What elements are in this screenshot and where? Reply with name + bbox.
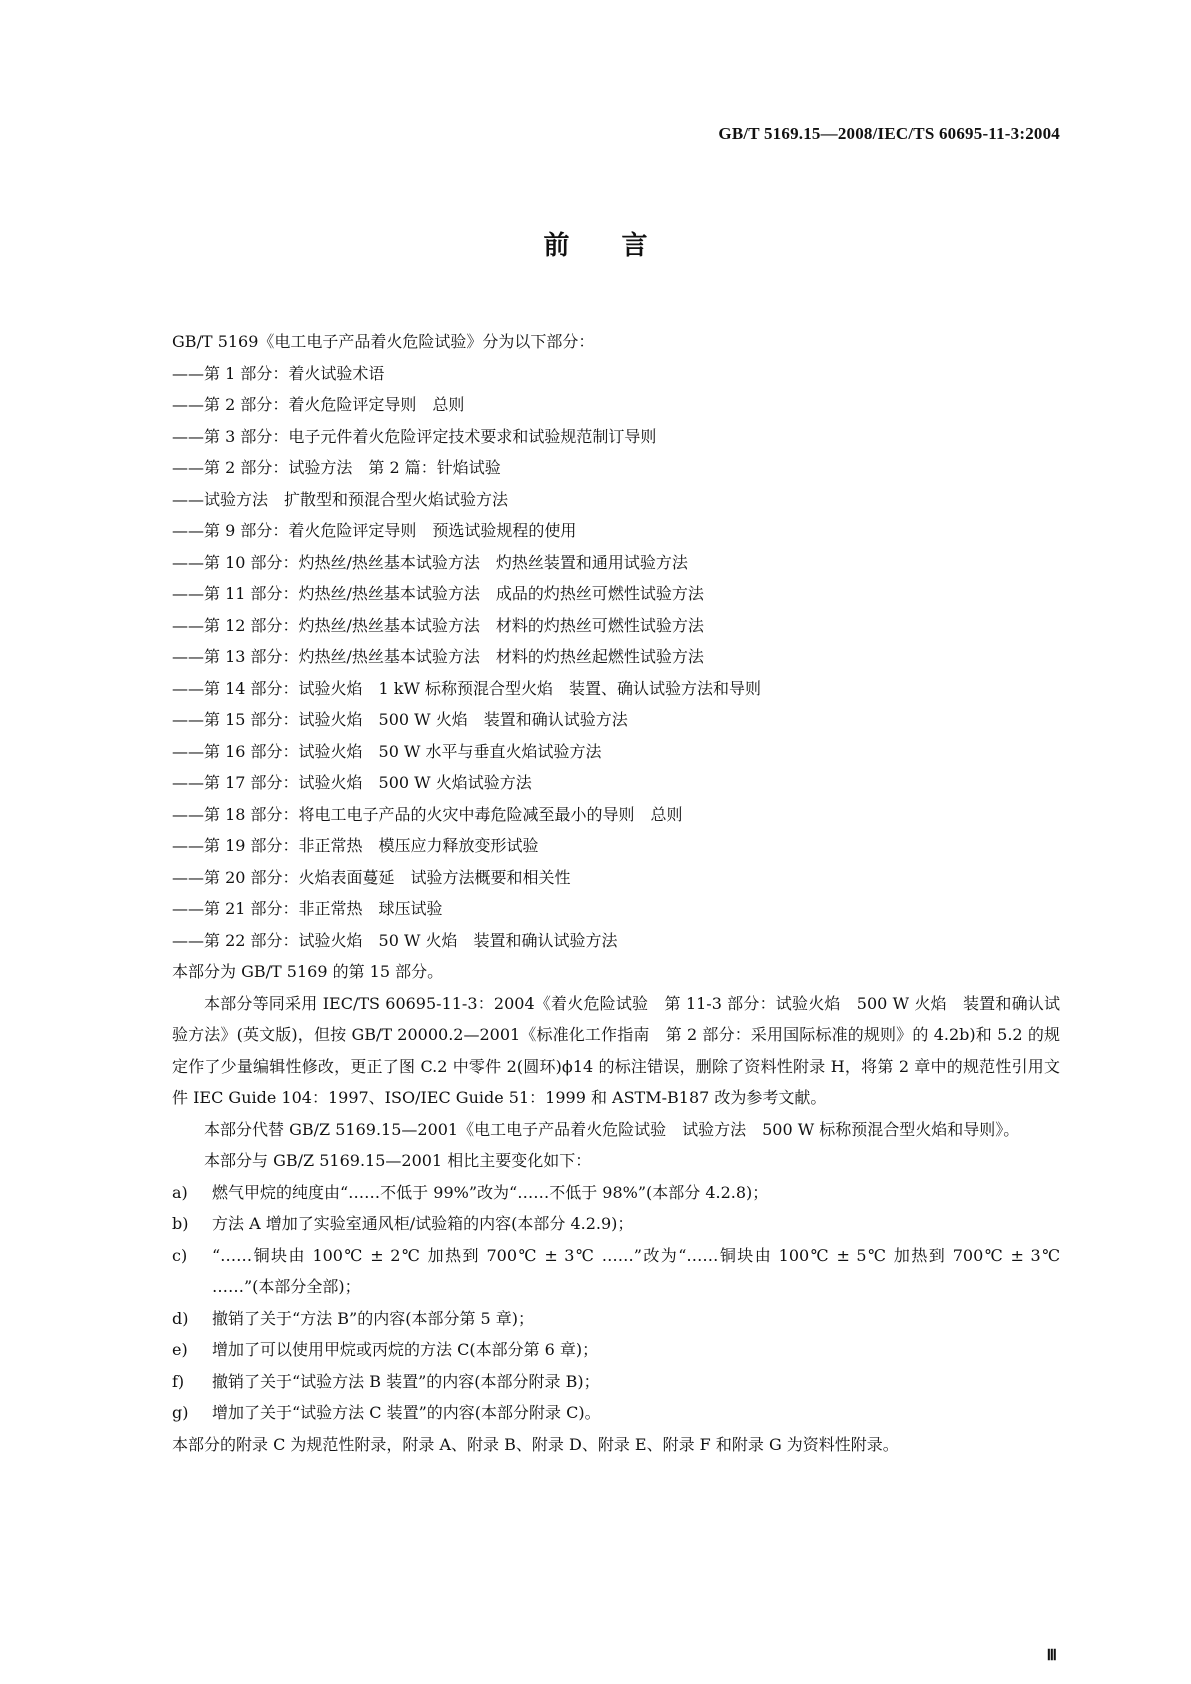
title-char-1: 前 [543, 231, 570, 261]
list-label: a) [172, 1182, 188, 1202]
title-char-2: 言 [621, 231, 648, 261]
list-text: 撤销了关于“方法 B”的内容(本部分第 5 章)； [212, 1308, 535, 1328]
list-text: 燃气甲烷的纯度由“……不低于 99%”改为“……不低于 98%”(本部分 4.2.8)； [212, 1182, 769, 1202]
changes-list [172, 1177, 1060, 1429]
list-item: ——第 15 部分：试验火焰 500 W 火焰 装置和确认试验方法 [172, 710, 628, 729]
foreword-body [172, 326, 1060, 1460]
list-item: ——第 21 部分：非正常热 球压试验 [172, 899, 443, 918]
list-item: ——第 17 部分：试验火焰 500 W 火焰试验方法 [172, 773, 532, 792]
intro-line: GB/T 5169《电工电子产品着火危险试验》分为以下部分： [172, 332, 595, 351]
list-item: ——第 20 部分：火焰表面蔓延 试验方法概要和相关性 [172, 867, 571, 887]
adoption-paragraph: 本部分等同采用 IEC/TS 60695-11-3：2004《着火危险试验 第 11-3 部分：试验火焰 500 W 火焰 装置和确认试验方法》(英文版)，但按 GB/T 20000.2—2001《标准化工作指南 第 2 部分：采用国际标准的规则》的 4.2b)和 5.2 的规定作了少量编辑性修改，更正了图 C.2 中零件 2(圆环)ϕ14 的标注错误，删除了资料性附录 H，将第 2 章中的规范性引用文件 IEC Guide 104：1997、ISO/IEC Guide 51：1999 和 ASTM-B187 改为参考文献。 [172, 993, 1060, 1107]
list-item [172, 1334, 1060, 1366]
list-text: “……铜块由 100℃ ± 2℃ 加热到 700℃ ± 3℃ ……”改为“……铜块由 100℃ ± 5℃ 加热到 700℃ ± 3℃ ……”(本部分全部)； [212, 1245, 1060, 1296]
list-item: ——第 1 部分：着火试验术语 [172, 363, 385, 383]
list-item: ——第 3 部分：电子元件着火危险评定技术要求和试验规范制订导则 [172, 426, 657, 446]
list-item: ——第 18 部分：将电工电子产品的火灾中毒危险减至最小的导则 总则 [172, 804, 683, 824]
list-item: ——第 12 部分：灼热丝/热丝基本试验方法 材料的灼热丝可燃性试验方法 [172, 615, 704, 635]
list-item: ——第 22 部分：试验火焰 50 W 火焰 装置和确认试验方法 [172, 930, 618, 950]
changes-intro: 本部分与 GB/Z 5169.15—2001 相比主要变化如下： [204, 1151, 592, 1170]
list-text: 方法 A 增加了实验室通风柜/试验箱的内容(本部分 4.2.9)； [212, 1214, 634, 1233]
list-label: e) [172, 1340, 188, 1359]
page-title [0, 225, 1191, 262]
list-text: 增加了关于“试验方法 C 装置”的内容(本部分附录 C)。 [212, 1403, 601, 1422]
list-item [172, 1366, 1060, 1398]
list-item: ——第 19 部分：非正常热 模压应力释放变形试验 [172, 836, 539, 855]
list-item [172, 1240, 1060, 1303]
list-label: d) [172, 1308, 189, 1328]
part-statement: 本部分为 GB/T 5169 的第 15 部分。 [172, 962, 444, 981]
list-item: ——第 2 部分：试验方法 第 2 篇：针焰试验 [172, 458, 501, 477]
list-item: ——第 13 部分：灼热丝/热丝基本试验方法 材料的灼热丝起燃性试验方法 [172, 647, 704, 666]
page-number: Ⅲ [1046, 1648, 1057, 1664]
list-label: g) [172, 1403, 189, 1422]
list-item: ——第 10 部分：灼热丝/热丝基本试验方法 灼热丝装置和通用试验方法 [172, 552, 688, 572]
list-item: ——第 9 部分：着火危险评定导则 预选试验规程的使用 [172, 521, 577, 540]
list-item [172, 1177, 1060, 1209]
list-item: ——第 16 部分：试验火焰 50 W 水平与垂直火焰试验方法 [172, 741, 602, 761]
list-item [172, 1397, 1060, 1429]
list-item [172, 1303, 1060, 1335]
list-text: 增加了可以使用甲烷或丙烷的方法 C(本部分第 6 章)； [212, 1340, 599, 1359]
list-label: f) [172, 1371, 185, 1391]
list-item: ——第 11 部分：灼热丝/热丝基本试验方法 成品的灼热丝可燃性试验方法 [172, 584, 704, 603]
replacement-paragraph: 本部分代替 GB/Z 5169.15—2001《电工电子产品着火危险试验 试验方法 500 W 标称预混合型火焰和导则》。 [204, 1119, 1020, 1139]
list-item: ——第 14 部分：试验火焰 1 kW 标称预混合型火焰 装置、确认试验方法和导则 [172, 678, 762, 698]
standard-code-header: GB/T 5169.15—2008/IEC/TS 60695-11-3:2004 [718, 124, 1060, 143]
list-label: b) [172, 1214, 189, 1233]
list-item: ——第 2 部分：着火危险评定导则 总则 [172, 395, 465, 414]
list-item: ——试验方法 扩散型和预混合型火焰试验方法 [172, 489, 509, 509]
list-item [172, 1208, 1060, 1240]
list-text: 撤销了关于“试验方法 B 装置”的内容(本部分附录 B)； [212, 1371, 600, 1391]
list-label: c) [172, 1245, 188, 1265]
parts-list [172, 358, 1060, 957]
annex-statement: 本部分的附录 C 为规范性附录，附录 A、附录 B、附录 D、附录 E、附录 F 和附录 G 为资料性附录。 [172, 1434, 899, 1454]
